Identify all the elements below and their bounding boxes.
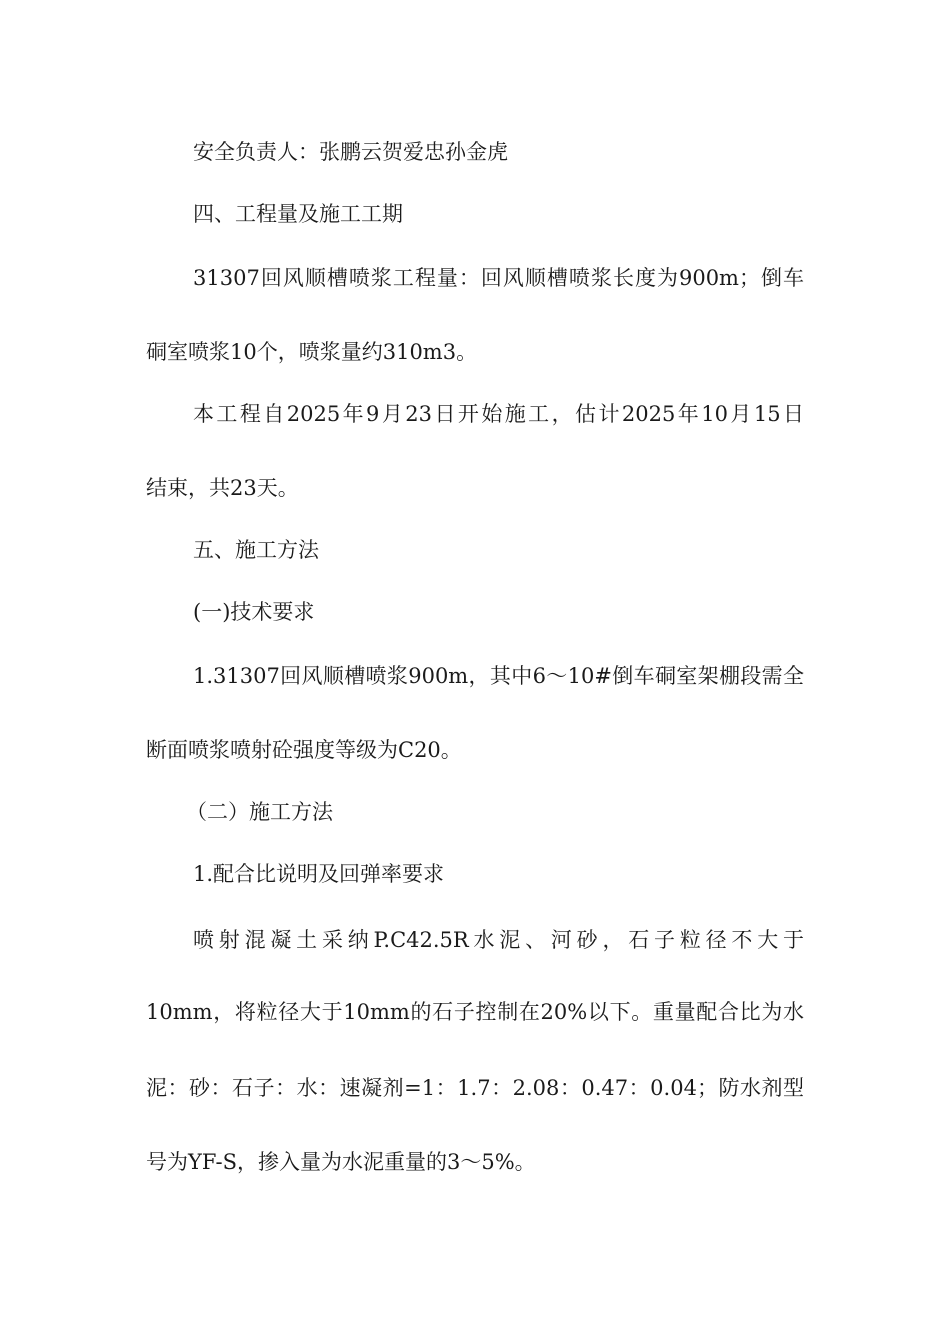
paragraph-mix-line-4: 号为YF-S，掺入量为水泥重量的3～5%。 [146,1150,536,1174]
paragraph-requirement-1-line-1: 1.31307回风顺槽喷浆900m，其中6～10#倒车硐室架棚段需全 [193,664,804,688]
paragraph-mix-line-3: 泥：砂：石子：水：速凝剂=1：1.7：2.08：0.47：0.04；防水剂型 [146,1076,804,1100]
paragraph-schedule-line-1: 本工程自2025年9月23日开始施工，估计2025年10月15日 [193,402,804,426]
paragraph-workload-line-2: 硐室喷浆10个，喷浆量约310m3。 [146,340,478,364]
heading-construction-method: （二）施工方法 [186,800,333,824]
paragraph-mix-line-2: 10mm，将粒径大于10mm的石子控制在20%以下。重量配合比为水 [146,1000,804,1024]
heading-mix-ratio: 1.配合比说明及回弹率要求 [193,862,445,886]
heading-section-5: 五、施工方法 [193,538,319,562]
paragraph-safety-officers: 安全负责人：张鹏云贺爱忠孙金虎 [193,140,508,164]
heading-section-4: 四、工程量及施工工期 [193,202,403,226]
heading-technical-requirements: (一)技术要求 [193,600,315,624]
paragraph-workload-line-1: 31307回风顺槽喷浆工程量：回风顺槽喷浆长度为900m；倒车 [193,266,804,290]
paragraph-mix-line-1: 喷射混凝土采纳P.C42.5R水泥、河砂，石子粒径不大于 [193,928,804,952]
paragraph-schedule-line-2: 结束，共23天。 [146,476,299,500]
paragraph-requirement-1-line-2: 断面喷浆喷射砼强度等级为C20。 [146,738,462,762]
